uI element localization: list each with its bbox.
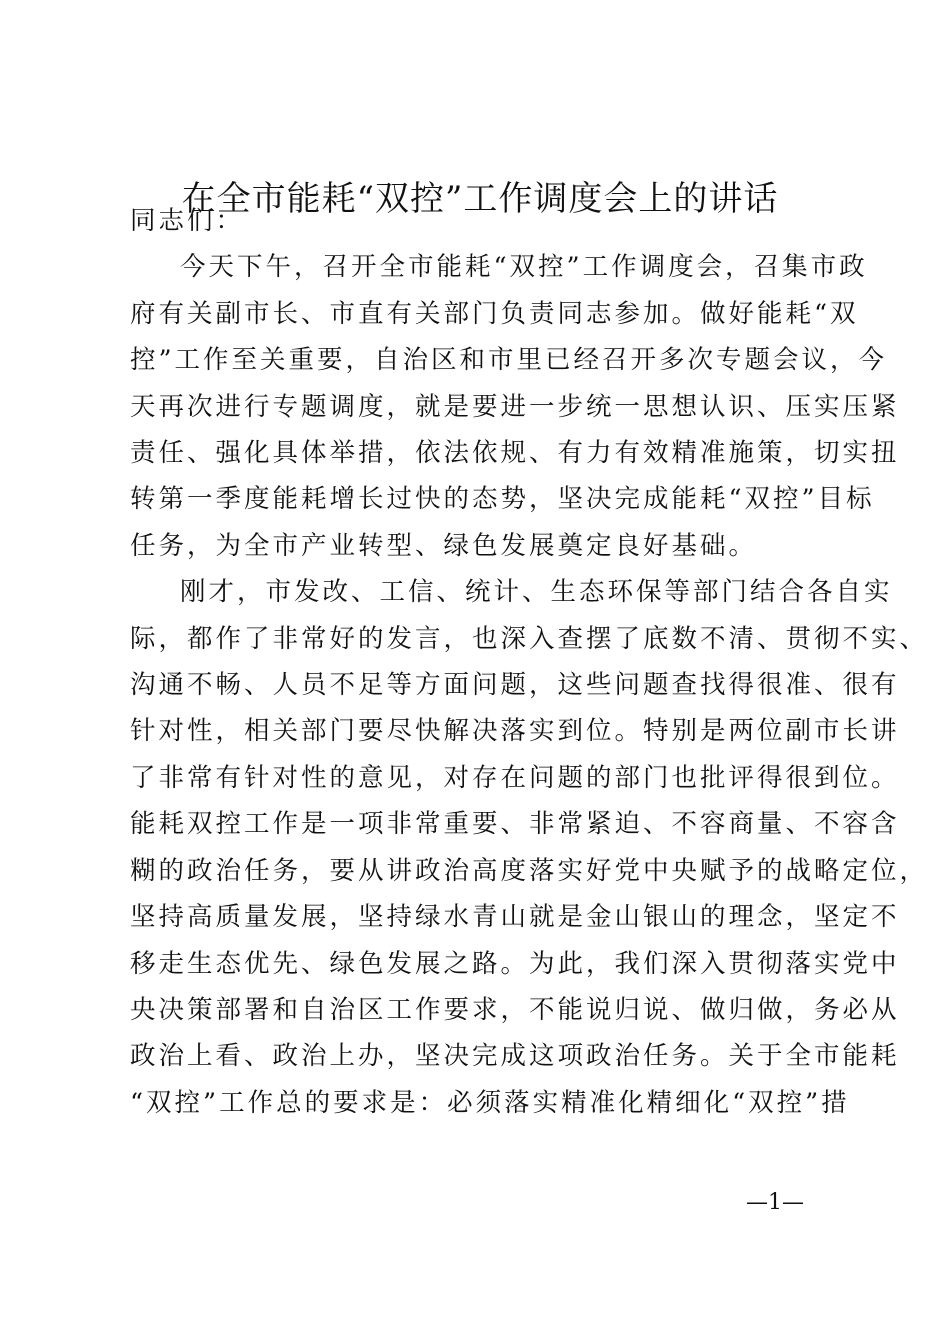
text-line: 任务，为全市产业转型、绿色发展奠定良好基础。 [130, 530, 758, 561]
document-body [130, 198, 929, 1126]
text-line: 际，都作了非常好的发言，也深入查摆了底数不清、贯彻不实、 [130, 623, 929, 654]
text-line: 糊的政治任务，要从讲政治高度落实好党中央赋予的战略定位， [130, 855, 929, 886]
text-line: 转第一季度能耗增长过快的态势，坚决完成能耗“双控”目标 [130, 484, 875, 515]
salutation: 同志们： [130, 206, 245, 236]
text-line: “双控”工作总的要求是：必须落实精准化精细化“双控”措 [130, 1087, 850, 1118]
paragraph-2 [130, 569, 929, 1126]
document-title: 在全市能耗“双控”工作调度会上的讲话 [181, 179, 779, 219]
text-line: 责任、强化具体举措，依法依规、有力有效精准施策，切实扭 [130, 438, 900, 469]
text-line: 刚才，市发改、工信、统计、生态环保等部门结合各自实 [180, 577, 893, 608]
text-line: 央决策部署和自治区工作要求，不能说归说、做归做，务必从 [130, 994, 900, 1025]
paragraph-1 [130, 244, 900, 569]
text-line: 控”工作至关重要，自治区和市里已经召开多次专题会议，今 [130, 345, 888, 376]
text-line: 了非常有针对性的意见，对存在问题的部门也批评得很到位。 [130, 762, 900, 793]
text-line: 移走生态优先、绿色发展之路。为此，我们深入贯彻落实党中 [130, 948, 900, 979]
text-line: 能耗双控工作是一项非常重要、非常紧迫、不容商量、不容含 [130, 809, 900, 840]
text-line: 府有关副市长、市直有关部门负责同志参加。做好能耗“双 [130, 298, 859, 329]
text-line: 今天下午，召开全市能耗“双控”工作调度会，召集市政 [180, 252, 868, 283]
text-line: 沟通不畅、人员不足等方面问题，这些问题查找得很准、很有 [130, 670, 900, 701]
text-line: 天再次进行专题调度，就是要进一步统一思想认识、压实压紧 [130, 391, 900, 422]
text-line: 针对性，相关部门要尽快解决落实到位。特别是两位副市长讲 [130, 716, 900, 747]
text-line: 坚持高质量发展，坚持绿水青山就是金山银山的理念，坚定不 [130, 902, 900, 933]
text-line: 政治上看、政治上办，坚决完成这项政治任务。关于全市能耗 [130, 1041, 900, 1072]
page-number: —1— [746, 1190, 804, 1215]
